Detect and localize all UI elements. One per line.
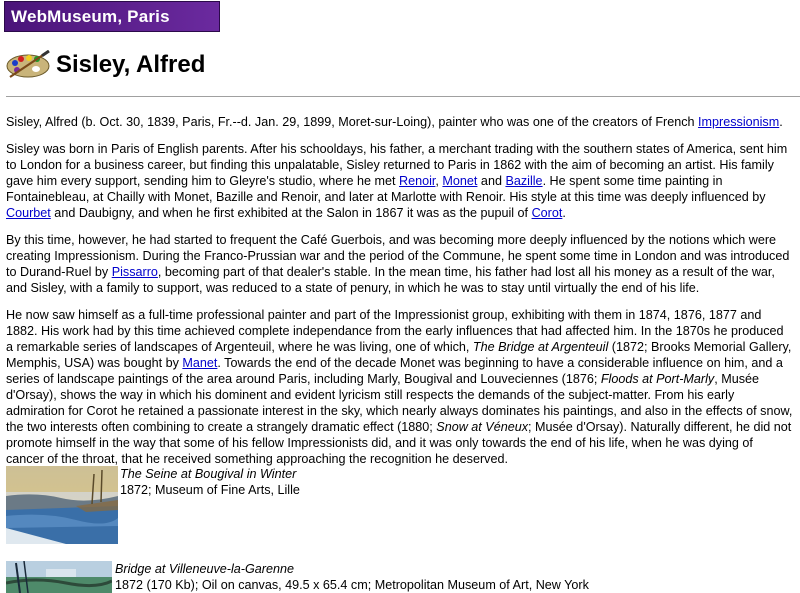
- header-divider: [6, 96, 800, 97]
- bio-text: He now saw himself as a full-time professional painter and part of the Impressionist group, exhibiting with them in 1874, 1876, 1877 and 1882. His work had by this time achieved complete independance from the early influences that had affected him. In the 1870s he produced a remarkable series of landscapes of Argenteuil, where he was living, one of which,: [6, 308, 784, 354]
- link-manet[interactable]: Manet: [182, 356, 218, 370]
- bio-paragraph-2: [6, 141, 794, 221]
- bio-text: By this time, however, he had started to frequent the Café Guerbois, and was becoming more deeply influenced by the notions which were creating Impressionism. During the Franco-Prussian war and the period of the Commune, he spent some time in London and was introduced to Durand-Ruel by: [6, 233, 790, 279]
- bio-text: , becoming part of that dealer's stable. In the mean time, his father had lost all his money as a result of the war, and Sisley, with a family to support, was reduced to a state of penury, in which he was to stay until virtually the end of his life.: [6, 265, 775, 295]
- artwork-caption: [120, 466, 300, 498]
- bio-artwork-title: The Bridge at Argenteuil: [472, 340, 609, 354]
- bio-text: .: [779, 115, 783, 129]
- bio-text: Sisley, Alfred (b. Oct. 30, 1839, Paris, Fr.--d. Jan. 29, 1899, Moret-sur-Loing), painter who was one of the creators of French: [6, 115, 699, 129]
- link-renoir[interactable]: Renoir: [399, 174, 436, 188]
- biography: [6, 114, 794, 478]
- bio-text: . He spent some time painting in Fontainebleau, at Chailly with Monet, Bazille and Renoir, and later at Marlotte with Renoir. His style at this time was deeply influenced by: [6, 174, 766, 204]
- artwork-thumbnail-seine[interactable]: [6, 466, 118, 544]
- palette-icon: [6, 50, 52, 80]
- artwork-title[interactable]: Bridge at Villeneuve-la-Garenne: [115, 562, 294, 576]
- bio-artwork-title: Snow at Véneux: [436, 420, 529, 434]
- bio-text: (1872; Brooks Memorial Gallery, Memphis, USA) was bought by: [6, 340, 792, 370]
- bio-text: . Towards the end of the decade Monet was beginning to have a considerable influence on him, and a series of landscape paintings of the area around Paris, including Marly, Bougival and Louveciennes (1876;: [6, 356, 783, 386]
- bio-paragraph-1: [6, 114, 794, 130]
- artwork-details: 1872; Museum of Fine Arts, Lille: [120, 483, 300, 497]
- bio-text: and: [477, 174, 506, 188]
- site-banner[interactable]: [4, 1, 220, 32]
- bio-paragraph-4: [6, 307, 794, 467]
- bio-paragraph-3: [6, 232, 794, 296]
- link-courbet[interactable]: Courbet: [6, 206, 51, 220]
- link-bazille[interactable]: Bazille: [505, 174, 543, 188]
- link-monet[interactable]: Monet: [442, 174, 478, 188]
- site-banner-text: WebMuseum, Paris: [11, 7, 170, 26]
- artwork-caption: [115, 561, 589, 593]
- bio-artwork-title: Floods at Port-Marly: [600, 372, 715, 386]
- link-pissarro[interactable]: Pissarro: [111, 265, 158, 279]
- artwork-title[interactable]: The Seine at Bougival in Winter: [120, 467, 297, 481]
- artwork-details: 1872 (170 Kb); Oil on canvas, 49.5 x 65.4 cm; Metropolitan Museum of Art, New York: [115, 578, 589, 592]
- bio-text: .: [562, 206, 566, 220]
- bio-text: , Musée d'Orsay), shows the way in which his dominent and evident lyricism still respects the demands of the subject-matter. From his early admiration for Corot he retained a passionate interest in the sky, which nearly always dominates his paintings, and also in the effects of snow, the two interests often combining to create a strangely dramatic effect (1880;: [6, 372, 793, 434]
- link-corot[interactable]: Corot: [531, 206, 563, 220]
- artwork-item: [6, 466, 300, 544]
- bio-text: and Daubigny, and when he first exhibited at the Salon in 1867 it was as the pupuil of: [50, 206, 532, 220]
- page-header: [6, 50, 205, 80]
- link-impressionism[interactable]: Impressionism: [698, 115, 780, 129]
- artwork-thumbnail-bridge[interactable]: [6, 561, 112, 593]
- bio-text: ; Musée d'Orsay). Naturally different, he did not promote himself in the way that some of his fellow Impressionists did, and it was only towards the end of his life, when he was dying of cancer of the throat, that he received something approaching the recognition he deserved.: [6, 420, 792, 466]
- page-title: Sisley, Alfred: [56, 51, 206, 78]
- bio-text: Sisley was born in Paris of English parents. After his schooldays, his father, a merchant trading with the southern states of America, sent him to London for a business career, but finding this unpalatable, Sisley returned to Paris in 1862 with the aim of becoming an artist. His family gave him every support, sending him to Gleyre's studio, where he met: [6, 142, 788, 188]
- artwork-item: [6, 561, 589, 593]
- bio-text: ,: [435, 174, 443, 188]
